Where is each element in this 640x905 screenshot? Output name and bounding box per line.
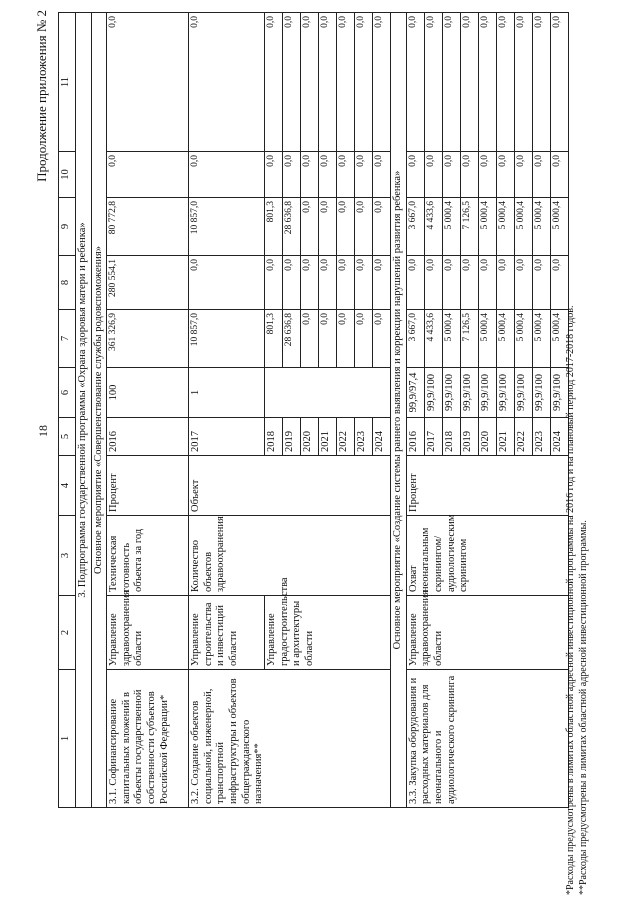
column-number: 11 xyxy=(59,13,76,152)
year: 2024 xyxy=(550,418,568,456)
amount-col11: 0,0 xyxy=(319,13,337,152)
total-amount: 801,3 xyxy=(265,310,283,368)
amount-col8: 0,0 xyxy=(301,256,319,310)
total-amount: 4 433,6 xyxy=(424,310,442,368)
indicator-value: 99,9/100 xyxy=(496,368,514,418)
amount-col11: 0,0 xyxy=(265,13,283,152)
amount-col11: 0,0 xyxy=(424,13,442,152)
amount-col8: 0,0 xyxy=(496,256,514,310)
indicator-value: 99,9/100 xyxy=(532,368,550,418)
total-amount: 0,0 xyxy=(355,310,373,368)
amount-col10: 0,0 xyxy=(189,152,265,198)
unit: Процент xyxy=(107,456,189,516)
measure-name: 3.1. Софинансирование капитальных вложений в объекты государственной собственности субъектов Российской Федерации* xyxy=(107,670,189,808)
amount-col8: 0,0 xyxy=(189,256,265,310)
amount-col10: 0,0 xyxy=(301,152,319,198)
amount-col10: 0,0 xyxy=(550,152,568,198)
amount-col11: 0,0 xyxy=(373,13,391,152)
amount-col9: 3 667,0 xyxy=(406,198,424,256)
indicator-value: 1 xyxy=(189,368,265,418)
column-number: 7 xyxy=(59,310,76,368)
amount-col8: 0,0 xyxy=(265,256,283,310)
footnotes xyxy=(564,305,590,895)
amount-col10: 0,0 xyxy=(424,152,442,198)
total-amount: 0,0 xyxy=(301,310,319,368)
total-amount: 7 126,5 xyxy=(460,310,478,368)
total-amount: 0,0 xyxy=(337,310,355,368)
unit: Объект xyxy=(189,456,391,516)
amount-col8: 0,0 xyxy=(514,256,532,310)
column-number: 5 xyxy=(59,418,76,456)
amount-col11: 0,0 xyxy=(460,13,478,152)
page-number: 18 xyxy=(36,425,50,437)
total-amount: 5 000,4 xyxy=(532,310,550,368)
amount-col10: 0,0 xyxy=(265,152,283,198)
amount-col9: 5 000,4 xyxy=(496,198,514,256)
measure-name: 3.2. Создание объектов социальной, инженерной, транспортной инфраструктуры и объектов общегражданского назначения** xyxy=(189,670,391,808)
executor: Управление строительства и инвестиций области xyxy=(189,596,265,670)
year: 2020 xyxy=(301,418,319,456)
amount-col9: 10 857,0 xyxy=(189,198,265,256)
column-number: 3 xyxy=(59,516,76,596)
amount-col11: 0,0 xyxy=(189,13,265,152)
amount-col8: 0,0 xyxy=(373,256,391,310)
amount-col10: 0,0 xyxy=(460,152,478,198)
amount-col10: 0,0 xyxy=(442,152,460,198)
indicator-value: 99,9/97,4 xyxy=(406,368,424,418)
total-amount: 5 000,4 xyxy=(514,310,532,368)
indicator: Количество объектов здравоохранения xyxy=(189,516,391,596)
column-number: 9 xyxy=(59,198,76,256)
total-amount: 0,0 xyxy=(373,310,391,368)
amount-col9: 5 000,4 xyxy=(514,198,532,256)
amount-col9: 5 000,4 xyxy=(532,198,550,256)
year: 2020 xyxy=(478,418,496,456)
footnote: *Расходы предусмотрены в лимитах областной адресной инвестиционной программы на 2016 год и на плановый период 2017-2018 годов. xyxy=(565,305,576,895)
amount-col11: 0,0 xyxy=(514,13,532,152)
footnote: **Расходы предусмотрены в лимитах областной адресной инвестиционной программы. xyxy=(578,520,589,895)
amount-col9: 0,0 xyxy=(373,198,391,256)
total-amount: 361 326,9 xyxy=(107,310,189,368)
amount-col8: 0,0 xyxy=(283,256,301,310)
measure-title: Основное мероприятие «Создание системы раннего выявления и коррекции нарушений развития ребенка» xyxy=(391,13,407,808)
measure-title: Основное мероприятие «Совершенствование службы родовспоможения» xyxy=(91,13,107,808)
indicator-value: 100 xyxy=(107,368,189,418)
year: 2017 xyxy=(189,418,265,456)
year: 2021 xyxy=(319,418,337,456)
amount-col11: 0,0 xyxy=(355,13,373,152)
year: 2024 xyxy=(373,418,391,456)
amount-col8: 0,0 xyxy=(550,256,568,310)
indicator: Техническая готовность объекта за год xyxy=(107,516,189,596)
amount-col9: 801,3 xyxy=(265,198,283,256)
amount-col9: 0,0 xyxy=(337,198,355,256)
amount-col10: 0,0 xyxy=(496,152,514,198)
total-amount: 5 000,4 xyxy=(550,310,568,368)
amount-col10: 0,0 xyxy=(478,152,496,198)
amount-col8: 0,0 xyxy=(442,256,460,310)
amount-col8: 0,0 xyxy=(319,256,337,310)
column-number: 8 xyxy=(59,256,76,310)
amount-col8: 0,0 xyxy=(478,256,496,310)
amount-col11: 0,0 xyxy=(283,13,301,152)
indicator-value: 99,9/100 xyxy=(442,368,460,418)
amount-col10: 0,0 xyxy=(532,152,550,198)
amount-col11: 0,0 xyxy=(301,13,319,152)
amount-col10: 0,0 xyxy=(337,152,355,198)
amount-col9: 7 126,5 xyxy=(460,198,478,256)
indicator-value: 99,9/100 xyxy=(424,368,442,418)
year: 2018 xyxy=(442,418,460,456)
amount-col8: 0,0 xyxy=(460,256,478,310)
amount-col10: 0,0 xyxy=(514,152,532,198)
amount-col8: 0,0 xyxy=(406,256,424,310)
total-amount: 5 000,4 xyxy=(496,310,514,368)
amount-col9: 4 433,6 xyxy=(424,198,442,256)
amount-col10: 0,0 xyxy=(319,152,337,198)
amount-col8: 280 554,1 xyxy=(107,256,189,310)
table-row xyxy=(189,13,265,808)
total-amount: 5 000,4 xyxy=(442,310,460,368)
year: 2019 xyxy=(283,418,301,456)
appendix-continuation-note: Продолжение приложения № 2 xyxy=(34,10,49,182)
amount-col11: 0,0 xyxy=(107,13,189,152)
year: 2022 xyxy=(337,418,355,456)
amount-col9: 5 000,4 xyxy=(550,198,568,256)
amount-col11: 0,0 xyxy=(442,13,460,152)
indicator: Охват неонатальным скринингом/ аудиологическим скринингом xyxy=(406,516,568,596)
year: 2017 xyxy=(424,418,442,456)
executor: Управление здравоохранения области xyxy=(107,596,189,670)
column-number: 6 xyxy=(59,368,76,418)
amount-col9: 5 000,4 xyxy=(478,198,496,256)
year: 2023 xyxy=(532,418,550,456)
total-amount: 10 857,0 xyxy=(189,310,265,368)
year: 2019 xyxy=(460,418,478,456)
year: 2016 xyxy=(406,418,424,456)
indicator-value: 99,9/100 xyxy=(478,368,496,418)
amount-col8: 0,0 xyxy=(424,256,442,310)
measure-name: 3.3. Закупка оборудования и расходных материалов для неонатального и аудиологического скрининга xyxy=(406,670,568,808)
amount-col9: 80 772,8 xyxy=(107,198,189,256)
total-amount: 28 636,8 xyxy=(283,310,301,368)
subprogram-title: 3. Подпрограмма государственной программы «Охрана здоровья матери и ребенка» xyxy=(76,13,92,808)
column-number: 1 xyxy=(59,670,76,808)
amount-col8: 0,0 xyxy=(337,256,355,310)
year: 2016 xyxy=(107,418,189,456)
column-number-row xyxy=(59,13,76,808)
total-amount: 5 000,4 xyxy=(478,310,496,368)
column-number: 2 xyxy=(59,596,76,670)
amount-col9: 5 000,4 xyxy=(442,198,460,256)
total-amount: 3 667,0 xyxy=(406,310,424,368)
table-row xyxy=(406,13,424,808)
year: 2022 xyxy=(514,418,532,456)
year: 2018 xyxy=(265,418,283,456)
amount-col8: 0,0 xyxy=(532,256,550,310)
indicator-value: 99,9/100 xyxy=(550,368,568,418)
year: 2021 xyxy=(496,418,514,456)
amount-col8: 0,0 xyxy=(355,256,373,310)
table-row xyxy=(107,13,189,808)
total-amount: 0,0 xyxy=(319,310,337,368)
amount-col9: 0,0 xyxy=(355,198,373,256)
amount-col11: 0,0 xyxy=(337,13,355,152)
amount-col9: 0,0 xyxy=(301,198,319,256)
amount-col11: 0,0 xyxy=(532,13,550,152)
amount-col9: 0,0 xyxy=(319,198,337,256)
indicator-value: 99,9/100 xyxy=(514,368,532,418)
amount-col10: 0,0 xyxy=(355,152,373,198)
amount-col11: 0,0 xyxy=(550,13,568,152)
unit: Процент xyxy=(406,456,568,516)
amount-col10: 0,0 xyxy=(406,152,424,198)
amount-col11: 0,0 xyxy=(478,13,496,152)
column-number: 4 xyxy=(59,456,76,516)
executor: Управление здравоохранения области xyxy=(406,596,568,670)
amount-col11: 0,0 xyxy=(496,13,514,152)
amount-col9: 28 636,8 xyxy=(283,198,301,256)
amount-col11: 0,0 xyxy=(406,13,424,152)
executor: Управление градостроительства и архитектуры области xyxy=(265,596,391,670)
amount-col10: 0,0 xyxy=(283,152,301,198)
indicator-value-empty xyxy=(265,368,391,418)
indicator-value: 99,9/100 xyxy=(460,368,478,418)
program-table xyxy=(58,12,569,808)
year: 2023 xyxy=(355,418,373,456)
amount-col10: 0,0 xyxy=(373,152,391,198)
column-number: 10 xyxy=(59,152,76,198)
amount-col10: 0,0 xyxy=(107,152,189,198)
